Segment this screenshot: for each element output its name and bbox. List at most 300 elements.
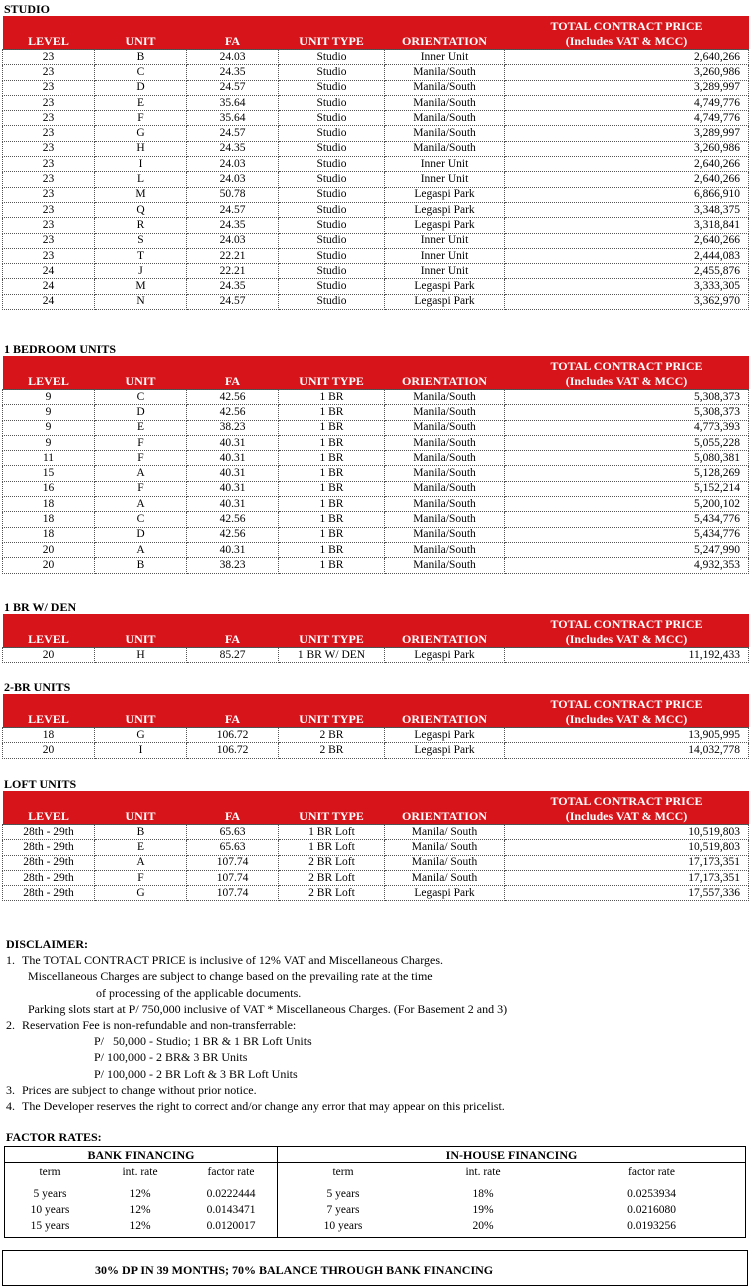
factor-rates-table xyxy=(4,1146,746,1238)
cell-unit-type: Studio xyxy=(279,50,385,65)
cell-level: 28th - 29th xyxy=(3,886,95,901)
col-header-unit-type xyxy=(279,16,385,50)
table-row xyxy=(3,233,749,248)
col-header-unit xyxy=(95,791,187,825)
disclaimer-line xyxy=(6,1098,746,1114)
cell-fa: 38.23 xyxy=(187,558,279,573)
disclaimer-number: 4. xyxy=(6,1098,15,1113)
col-header-label: LEVEL xyxy=(28,34,69,48)
table-row xyxy=(3,187,749,202)
col-header-orientation xyxy=(385,694,505,728)
cell-unit: F xyxy=(95,435,187,450)
payment-terms-text: 30% DP IN 39 MONTHS; 70% BALANCE THROUGH BANK FINANCING xyxy=(95,1263,494,1277)
disclaimer xyxy=(6,936,746,1114)
col-header-level xyxy=(3,614,95,648)
col-header-level xyxy=(3,791,95,825)
disclaimer-text: Reservation Fee is non-refundable and non-transferrable: xyxy=(22,1017,297,1032)
table-row xyxy=(3,870,749,885)
disclaimer-text: The TOTAL CONTRACT PRICE is inclusive of 12% VAT and Miscellaneous Charges. xyxy=(22,953,444,968)
inhouse-col-header: term xyxy=(332,1166,354,1178)
cell-level: 9 xyxy=(3,405,95,420)
cell-fa: 42.56 xyxy=(187,405,279,420)
col-header-fa xyxy=(187,614,279,648)
cell-unit-type: 1 BR W/ DEN xyxy=(279,648,385,663)
cell-unit-type: 1 BR xyxy=(279,497,385,512)
cell-fa: 42.56 xyxy=(187,527,279,542)
col-header-label: UNIT xyxy=(125,712,156,726)
cell-fa: 24.57 xyxy=(187,80,279,95)
col-header-label: UNIT TYPE xyxy=(299,34,364,48)
col-header-label: TOTAL CONTRACT PRICE xyxy=(550,19,703,33)
cell-price: 17,173,351 xyxy=(505,870,749,885)
cell-orientation: Manila/South xyxy=(385,542,505,557)
cell-unit: F xyxy=(95,870,187,885)
cell-unit: C xyxy=(95,65,187,80)
table-row xyxy=(3,264,749,279)
cell-unit: G xyxy=(95,886,187,901)
header-row xyxy=(3,16,749,50)
col-header-label: ORIENTATION xyxy=(402,632,487,646)
disclaimer-text: P/ 100,000 - 2 BR Loft & 3 BR Loft Units xyxy=(94,1066,298,1081)
cell-unit: T xyxy=(95,248,187,263)
col-header-label: ORIENTATION xyxy=(402,809,487,823)
cell-unit: H xyxy=(95,141,187,156)
col-header-label: TOTAL CONTRACT PRICE xyxy=(550,617,703,631)
cell-fa: 24.57 xyxy=(187,202,279,217)
cell-unit-type: 1 BR xyxy=(279,390,385,405)
cell-unit-type: Studio xyxy=(279,111,385,126)
col-header-label: UNIT TYPE xyxy=(299,712,364,726)
header-row xyxy=(3,614,749,648)
cell-unit: I xyxy=(95,157,187,172)
inhouse-col-header: factor rate xyxy=(628,1166,675,1178)
section-title: STUDIO xyxy=(4,2,51,16)
col-header-label: UNIT TYPE xyxy=(299,809,364,823)
cell-unit-type: Studio xyxy=(279,80,385,95)
table-row xyxy=(3,80,749,95)
cell-level: 24 xyxy=(3,279,95,294)
col-header-fa xyxy=(187,791,279,825)
cell-price: 14,032,778 xyxy=(505,743,749,758)
col-header-orientation xyxy=(385,791,505,825)
disclaimer-line xyxy=(6,968,746,984)
col-header-total-contract-price xyxy=(505,791,749,825)
cell-fa: 40.31 xyxy=(187,435,279,450)
table-row xyxy=(3,466,749,481)
disclaimer-text: Parking slots start at P/ 750,000 inclusive of VAT * Miscellaneous Charges. (For Basement 2 and 3) xyxy=(28,1001,508,1016)
col-header-label: ORIENTATION xyxy=(402,374,487,388)
cell-orientation: Manila/South xyxy=(385,141,505,156)
cell-fa: 42.56 xyxy=(187,512,279,527)
cell-unit-type: 1 BR xyxy=(279,558,385,573)
cell-orientation: Legaspi Park xyxy=(385,202,505,217)
col-header-label: TOTAL CONTRACT PRICE xyxy=(550,794,703,808)
cell-unit: R xyxy=(95,218,187,233)
cell-level: 20 xyxy=(3,648,95,663)
cell-price: 13,905,995 xyxy=(505,728,749,743)
table-row xyxy=(3,728,749,743)
cell-unit-type: Studio xyxy=(279,65,385,80)
cell-level: 23 xyxy=(3,111,95,126)
cell-fa: 24.03 xyxy=(187,233,279,248)
disclaimer-line xyxy=(6,952,746,968)
cell-unit-type: 2 BR xyxy=(279,743,385,758)
table-row xyxy=(3,527,749,542)
disclaimer-line xyxy=(6,1001,746,1017)
cell-fa: 24.35 xyxy=(187,65,279,80)
cell-unit: A xyxy=(95,497,187,512)
cell-unit: C xyxy=(95,390,187,405)
bank-rate-cell: 0.0222444 xyxy=(206,1188,256,1200)
cell-unit: B xyxy=(95,50,187,65)
inhouse-rate-cell: 20% xyxy=(472,1220,494,1232)
disclaimer-text: P/ 100,000 - 2 BR& 3 BR Units xyxy=(94,1050,248,1065)
table-row xyxy=(3,855,749,870)
cell-price: 10,519,803 xyxy=(505,825,749,840)
col-header-label: UNIT xyxy=(125,632,156,646)
factor-rates-title: FACTOR RATES: xyxy=(6,1130,102,1144)
cell-orientation: Manila/South xyxy=(385,451,505,466)
cell-level: 23 xyxy=(3,126,95,141)
table-row xyxy=(3,497,749,512)
cell-price: 5,055,228 xyxy=(505,435,749,450)
cell-fa: 65.63 xyxy=(187,825,279,840)
cell-level: 24 xyxy=(3,294,95,309)
cell-level: 11 xyxy=(3,451,95,466)
col-header-label: LEVEL xyxy=(28,374,69,388)
table-row xyxy=(3,825,749,840)
bank-rate-cell: 12% xyxy=(129,1188,151,1200)
col-header-label: (Includes VAT & MCC) xyxy=(565,712,688,726)
cell-orientation: Legaspi Park xyxy=(385,187,505,202)
col-header-label: (Includes VAT & MCC) xyxy=(565,374,688,388)
cell-unit-type: Studio xyxy=(279,126,385,141)
inhouse-rate-cell: 0.0216080 xyxy=(627,1204,676,1216)
cell-unit: G xyxy=(95,126,187,141)
col-header-total-contract-price xyxy=(505,16,749,50)
disclaimer-number: 1. xyxy=(6,953,15,968)
cell-orientation: Legaspi Park xyxy=(385,294,505,309)
col-header-label: UNIT xyxy=(125,374,156,388)
cell-level: 23 xyxy=(3,218,95,233)
cell-level: 28th - 29th xyxy=(3,825,95,840)
cell-level: 18 xyxy=(3,527,95,542)
cell-orientation: Manila/South xyxy=(385,390,505,405)
col-header-unit xyxy=(95,694,187,728)
cell-orientation: Manila/South xyxy=(385,497,505,512)
cell-orientation: Legaspi Park xyxy=(385,743,505,758)
cell-unit: D xyxy=(95,527,187,542)
inhouse-rate-cell: 0.0193256 xyxy=(627,1220,676,1232)
cell-price: 3,318,841 xyxy=(505,218,749,233)
cell-price: 3,289,997 xyxy=(505,80,749,95)
bank-rate-cell: 15 years xyxy=(30,1220,70,1232)
cell-price: 3,260,986 xyxy=(505,65,749,80)
price-table xyxy=(2,356,749,574)
table-row xyxy=(3,743,749,758)
bank-col-header: factor rate xyxy=(207,1166,255,1178)
col-header-level xyxy=(3,356,95,390)
cell-fa: 22.21 xyxy=(187,248,279,263)
bank-rate-cell: 0.0143471 xyxy=(206,1204,256,1216)
cell-level: 28th - 29th xyxy=(3,840,95,855)
cell-price: 5,308,373 xyxy=(505,405,749,420)
cell-price: 4,932,353 xyxy=(505,558,749,573)
col-header-total-contract-price xyxy=(505,694,749,728)
cell-level: 23 xyxy=(3,80,95,95)
col-header-label: (Includes VAT & MCC) xyxy=(565,809,688,823)
cell-unit: B xyxy=(95,825,187,840)
cell-unit-type: Studio xyxy=(279,157,385,172)
cell-orientation: Manila/South xyxy=(385,466,505,481)
table-row xyxy=(3,202,749,217)
cell-fa: 107.74 xyxy=(187,886,279,901)
col-header-label: UNIT TYPE xyxy=(299,374,364,388)
cell-unit: S xyxy=(95,233,187,248)
cell-unit-type: 1 BR Loft xyxy=(279,840,385,855)
cell-unit: I xyxy=(95,743,187,758)
cell-orientation: Manila/South xyxy=(385,435,505,450)
cell-unit-type: Studio xyxy=(279,233,385,248)
disclaimer-text: P/ 50,000 - Studio; 1 BR & 1 BR Loft Units xyxy=(94,1034,312,1049)
table-row xyxy=(3,840,749,855)
disclaimer-text: of processing of the applicable documents. xyxy=(96,985,302,1000)
cell-unit-type: 1 BR xyxy=(279,451,385,466)
cell-price: 5,434,776 xyxy=(505,512,749,527)
col-header-label: FA xyxy=(224,34,241,48)
col-header-fa xyxy=(187,16,279,50)
cell-price: 10,519,803 xyxy=(505,840,749,855)
col-header-label: ORIENTATION xyxy=(402,34,487,48)
cell-unit: H xyxy=(95,648,187,663)
price-table xyxy=(2,614,749,663)
cell-unit: D xyxy=(95,405,187,420)
col-header-fa xyxy=(187,694,279,728)
cell-orientation: Legaspi Park xyxy=(385,728,505,743)
cell-level: 23 xyxy=(3,141,95,156)
col-header-total-contract-price xyxy=(505,614,749,648)
col-header-label: FA xyxy=(224,374,241,388)
disclaimer-number: 3. xyxy=(6,1082,15,1097)
cell-orientation: Manila/ South xyxy=(385,870,505,885)
bank-rate-cell: 10 years xyxy=(30,1204,70,1216)
cell-unit-type: 1 BR xyxy=(279,466,385,481)
cell-orientation: Manila/South xyxy=(385,80,505,95)
cell-unit: E xyxy=(95,840,187,855)
bank-col-header: term xyxy=(39,1166,61,1178)
cell-fa: 106.72 xyxy=(187,743,279,758)
cell-unit: B xyxy=(95,558,187,573)
cell-level: 20 xyxy=(3,558,95,573)
cell-orientation: Inner Unit xyxy=(385,172,505,187)
cell-price: 3,333,305 xyxy=(505,279,749,294)
bank-col-header: int. rate xyxy=(122,1166,158,1178)
cell-level: 18 xyxy=(3,497,95,512)
cell-unit-type: 2 BR xyxy=(279,728,385,743)
cell-orientation: Manila/South xyxy=(385,126,505,141)
cell-unit: F xyxy=(95,451,187,466)
cell-unit: Q xyxy=(95,202,187,217)
cell-fa: 35.64 xyxy=(187,95,279,110)
bank-rate-cell: 0.0120017 xyxy=(206,1220,256,1232)
inhouse-rate-cell: 10 years xyxy=(323,1220,363,1232)
cell-price: 11,192,433 xyxy=(505,648,749,663)
cell-unit-type: 1 BR Loft xyxy=(279,825,385,840)
bank-heading-rule xyxy=(5,1162,277,1163)
cell-fa: 24.57 xyxy=(187,294,279,309)
cell-price: 3,348,375 xyxy=(505,202,749,217)
cell-fa: 40.31 xyxy=(187,466,279,481)
cell-orientation: Legaspi Park xyxy=(385,886,505,901)
cell-fa: 24.03 xyxy=(187,172,279,187)
cell-orientation: Manila/South xyxy=(385,512,505,527)
cell-fa: 40.31 xyxy=(187,497,279,512)
table-row xyxy=(3,481,749,496)
col-header-label: FA xyxy=(224,712,241,726)
bank-rate-cell: 12% xyxy=(129,1220,151,1232)
disclaimer-text: The Developer reserves the right to correct and/or change any error that may appear on this pricelist. xyxy=(22,1098,505,1113)
section-title: LOFT UNITS xyxy=(4,777,77,791)
cell-level: 23 xyxy=(3,95,95,110)
cell-orientation: Manila/South xyxy=(385,558,505,573)
cell-fa: 42.56 xyxy=(187,390,279,405)
inhouse-rate-cell: 7 years xyxy=(326,1204,360,1216)
col-header-label: LEVEL xyxy=(28,712,69,726)
cell-price: 2,640,266 xyxy=(505,172,749,187)
col-header-label: (Includes VAT & MCC) xyxy=(565,632,688,646)
disclaimer-line xyxy=(6,1033,746,1049)
cell-fa: 24.35 xyxy=(187,141,279,156)
cell-orientation: Manila/ South xyxy=(385,825,505,840)
cell-price: 5,200,102 xyxy=(505,497,749,512)
cell-level: 23 xyxy=(3,248,95,263)
payment-terms-box xyxy=(2,1250,748,1286)
cell-fa: 85.27 xyxy=(187,648,279,663)
table-row xyxy=(3,435,749,450)
col-header-label: TOTAL CONTRACT PRICE xyxy=(550,359,703,373)
inhouse-rate-cell: 5 years xyxy=(326,1188,360,1200)
cell-level: 28th - 29th xyxy=(3,870,95,885)
cell-orientation: Inner Unit xyxy=(385,248,505,263)
inhouse-col-header: int. rate xyxy=(465,1166,501,1178)
disclaimer-line xyxy=(6,1017,746,1033)
cell-price: 2,640,266 xyxy=(505,50,749,65)
cell-level: 9 xyxy=(3,435,95,450)
col-header-label: ORIENTATION xyxy=(402,712,487,726)
table-row xyxy=(3,648,749,663)
cell-price: 4,749,776 xyxy=(505,111,749,126)
col-header-unit-type xyxy=(279,356,385,390)
inhouse-rate-cell: 0.0253934 xyxy=(627,1188,676,1200)
cell-unit-type: Studio xyxy=(279,218,385,233)
cell-level: 16 xyxy=(3,481,95,496)
table-row xyxy=(3,95,749,110)
cell-unit-type: Studio xyxy=(279,202,385,217)
cell-fa: 106.72 xyxy=(187,728,279,743)
col-header-unit xyxy=(95,614,187,648)
cell-level: 9 xyxy=(3,390,95,405)
cell-unit-type: Studio xyxy=(279,264,385,279)
cell-fa: 40.31 xyxy=(187,542,279,557)
cell-unit: M xyxy=(95,187,187,202)
cell-level: 23 xyxy=(3,50,95,65)
cell-unit: G xyxy=(95,728,187,743)
disclaimer-line xyxy=(6,985,746,1001)
cell-unit-type: 1 BR xyxy=(279,542,385,557)
cell-fa: 24.03 xyxy=(187,50,279,65)
cell-level: 23 xyxy=(3,187,95,202)
inhouse-heading-rule xyxy=(278,1162,745,1163)
price-table xyxy=(2,16,749,310)
cell-unit-type: 1 BR xyxy=(279,527,385,542)
col-header-label: (Includes VAT & MCC) xyxy=(565,34,688,48)
cell-price: 6,866,910 xyxy=(505,187,749,202)
cell-fa: 24.35 xyxy=(187,218,279,233)
section-title: 1 BEDROOM UNITS xyxy=(4,342,117,356)
cell-price: 17,173,351 xyxy=(505,855,749,870)
cell-level: 18 xyxy=(3,512,95,527)
cell-unit-type: Studio xyxy=(279,187,385,202)
cell-orientation: Manila/South xyxy=(385,65,505,80)
cell-price: 5,128,269 xyxy=(505,466,749,481)
cell-fa: 22.21 xyxy=(187,264,279,279)
cell-price: 3,260,986 xyxy=(505,141,749,156)
cell-unit: D xyxy=(95,80,187,95)
table-row xyxy=(3,405,749,420)
inhouse-rate-cell: 19% xyxy=(472,1204,494,1216)
table-row xyxy=(3,542,749,557)
header-row xyxy=(3,356,749,390)
disclaimer-line xyxy=(6,1049,746,1065)
cell-level: 23 xyxy=(3,65,95,80)
disclaimer-line xyxy=(6,1082,746,1098)
col-header-unit xyxy=(95,356,187,390)
cell-orientation: Manila/South xyxy=(385,527,505,542)
cell-unit-type: 2 BR Loft xyxy=(279,855,385,870)
cell-fa: 40.31 xyxy=(187,481,279,496)
table-row xyxy=(3,172,749,187)
price-table xyxy=(2,694,749,759)
col-header-orientation xyxy=(385,356,505,390)
cell-unit-type: Studio xyxy=(279,172,385,187)
cell-unit-type: 1 BR xyxy=(279,435,385,450)
cell-price: 5,434,776 xyxy=(505,527,749,542)
table-row xyxy=(3,65,749,80)
cell-price: 2,640,266 xyxy=(505,233,749,248)
cell-unit: E xyxy=(95,95,187,110)
cell-fa: 24.03 xyxy=(187,157,279,172)
cell-level: 18 xyxy=(3,728,95,743)
bank-rate-cell: 5 years xyxy=(33,1188,67,1200)
cell-unit: N xyxy=(95,294,187,309)
cell-orientation: Legaspi Park xyxy=(385,218,505,233)
table-row xyxy=(3,248,749,263)
cell-orientation: Inner Unit xyxy=(385,264,505,279)
cell-price: 5,247,990 xyxy=(505,542,749,557)
cell-unit: F xyxy=(95,111,187,126)
col-header-orientation xyxy=(385,16,505,50)
table-row xyxy=(3,50,749,65)
inhouse-rate-cell: 18% xyxy=(472,1188,494,1200)
col-header-label: UNIT TYPE xyxy=(299,632,364,646)
cell-orientation: Manila/South xyxy=(385,95,505,110)
table-row xyxy=(3,218,749,233)
col-header-unit-type xyxy=(279,614,385,648)
cell-fa: 40.31 xyxy=(187,451,279,466)
cell-orientation: Manila/South xyxy=(385,481,505,496)
cell-orientation: Manila/South xyxy=(385,111,505,126)
cell-level: 20 xyxy=(3,542,95,557)
